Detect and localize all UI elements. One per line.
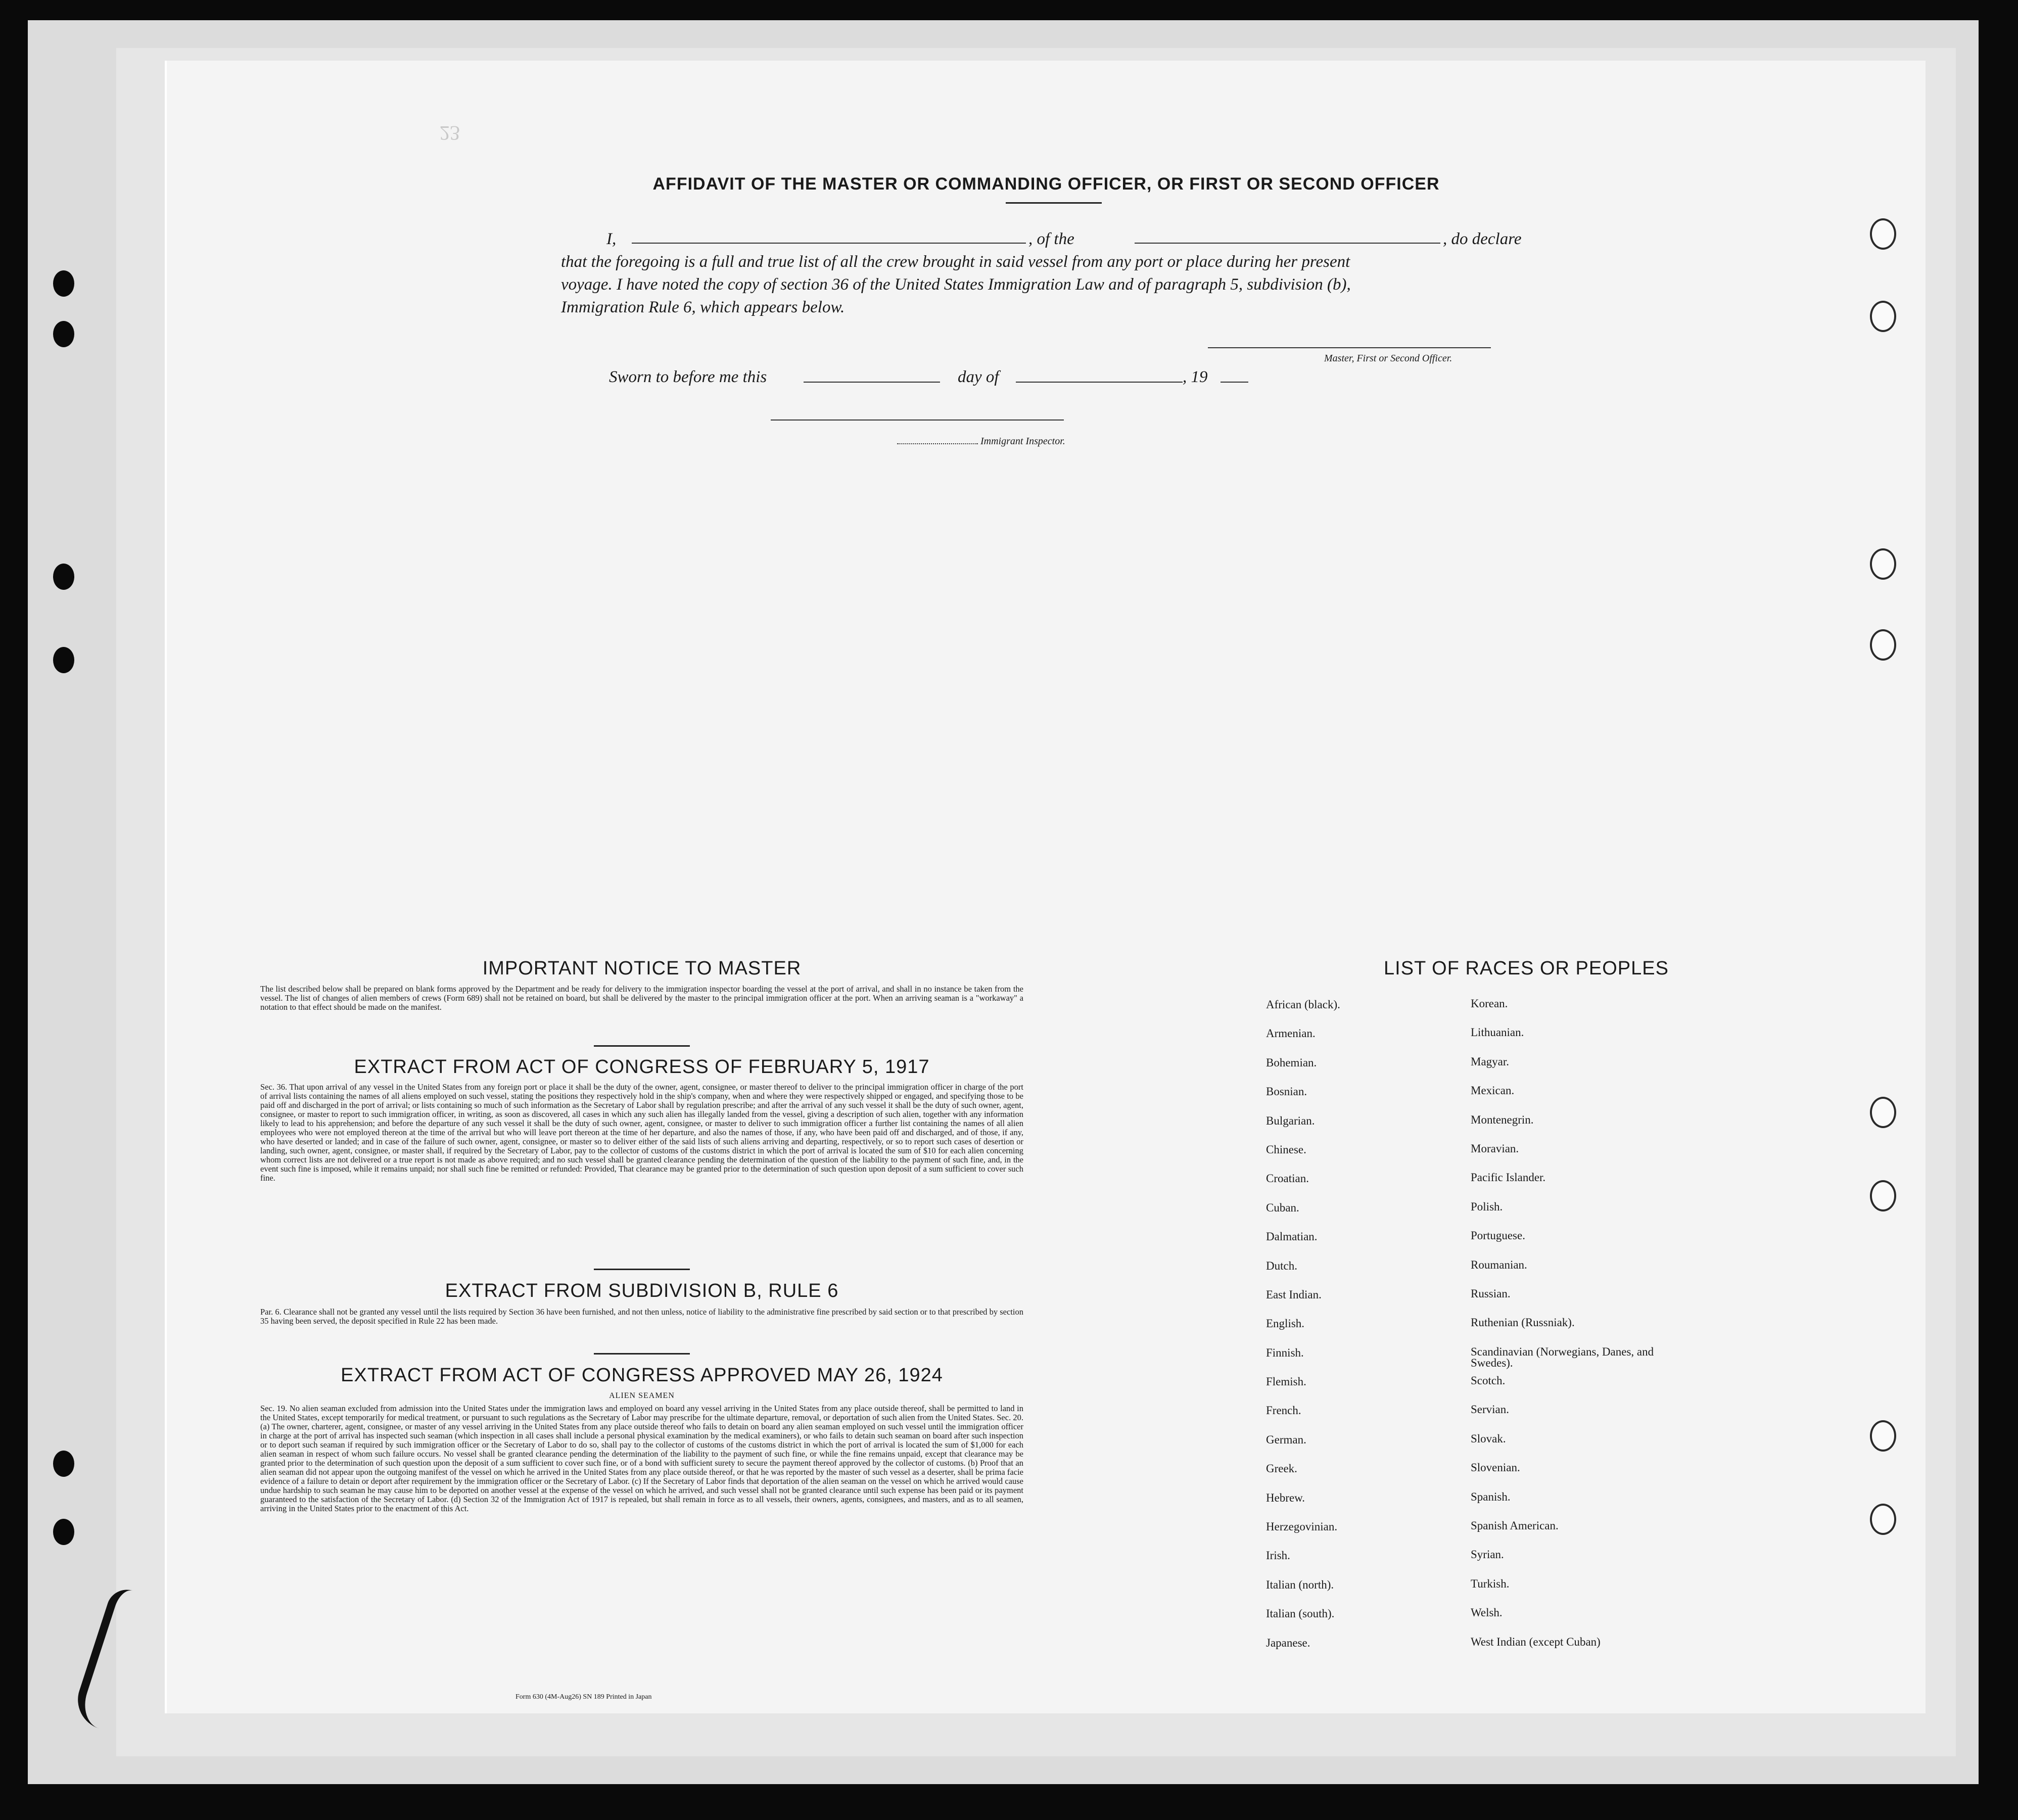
page-number: 23 xyxy=(440,122,460,145)
race-item: Lithuanian. xyxy=(1471,1026,1524,1039)
binder-hole xyxy=(53,647,74,673)
section-divider xyxy=(594,1045,690,1047)
affidavit-do-declare: , do declare xyxy=(1443,230,1522,248)
extract-1924-text: Sec. 19. No alien seaman excluded from admission into the United States under the immigration laws and employed on board any vessel arriving in the United States from any place outside thereof, shall be permitted to land in the United States, except temporarily for medical treatment, or pursuant to such regulations as the Secretary of Labor may prescribe for the ultimate departure, removal, or deportation of such alien from the United States. Sec. 20. (a) The owner, charterer, agent, consignee, or master of any vessel arriving in the United States from any place outside thereof who fails to detain on board any alien seaman employed on such vessel until the immigration officer in charge at the port of arrival has inspected such seaman (which inspection in all cases shall include a personal physical examination by the medical examiners), or who fails to detain such seaman on board after such inspection or to deport such seaman if required by such immigration officer or the Secretary of Labor to do so, shall pay to the collector of customs of the customs district in which the port of arrival is located the sum of $1,000 for each alien seaman in respect of whom such failure occurs. No vessel shall be granted clearance pending the determination of the liability to the payment of such fine, or while the fine remains unpaid, except that clearance may be granted prior to the determination of such question upon the deposit of a sum sufficient to cover such fine, or of a bond with sufficient surety to secure the payment thereof approved by the collector of customs. (b) Proof that an alien seaman did not appear upon the outgoing manifest of the vessel on which he arrived in the United States from any place outside thereof, or that he was reported by the master of such vessel as a deserter, shall be prima facie evidence of a failure to detain or deport after requirement by the immigration officer or the Secretary of Labor. (c) If the Secretary of Labor finds that deportation of the alien seaman on the vessel on which he arrived would cause undue hardship to such seaman he may cause him to be deported on another vessel at the expense of the vessel on which he arrived, and such vessel shall not be granted clearance until such expense has been paid or its payment guaranteed to the satisfaction of the Secretary of Labor. (d) Section 32 of the Immigration Act of 1917 is repealed, but shall remain in force as to all vessels, their owners, agents, consignees, and masters, and as to all seamen, arriving in the United States prior to the enactment of this Act. xyxy=(260,1404,1023,1513)
manifest-page xyxy=(167,61,1926,1713)
race-item: Spanish. xyxy=(1471,1490,1511,1503)
affidavit-line-2: that the foregoing is a full and true list of all the crew brought in said vessel from any port or place during her present xyxy=(561,253,1350,271)
race-item: Korean. xyxy=(1471,997,1508,1010)
master-signature-label: Master, First or Second Officer. xyxy=(1324,353,1452,364)
race-item: West Indian (except Cuban) xyxy=(1471,1635,1601,1648)
race-item: Moravian. xyxy=(1471,1142,1519,1155)
form-number: Form 630 (4M-Aug26) SN 189 Printed in Japan xyxy=(515,1693,652,1701)
binder-hole xyxy=(53,1519,74,1545)
race-item: Dutch. xyxy=(1266,1259,1297,1272)
extract-1924-subheading: ALIEN SEAMEN xyxy=(609,1391,675,1400)
race-item: Bosnian. xyxy=(1266,1085,1307,1098)
race-item: Slovak. xyxy=(1471,1432,1506,1445)
extract-1924-heading: EXTRACT FROM ACT OF CONGRESS APPROVED MAY 26, 1924 xyxy=(341,1365,943,1386)
race-item: French. xyxy=(1266,1404,1301,1417)
binder-hole xyxy=(53,564,74,590)
race-item: Chinese. xyxy=(1266,1143,1306,1156)
race-item: Ruthenian (Russniak). xyxy=(1471,1316,1575,1329)
race-item: Dalmatian. xyxy=(1266,1230,1318,1243)
race-item: Servian. xyxy=(1471,1403,1510,1416)
race-item: African (black). xyxy=(1266,998,1340,1011)
race-item: Flemish. xyxy=(1266,1375,1306,1388)
sworn-day-field[interactable] xyxy=(804,382,940,383)
race-item: Scotch. xyxy=(1471,1374,1506,1387)
affidavit-title: AFFIDAVIT OF THE MASTER OR COMMANDING OFFICER, OR FIRST OR SECOND OFFICER xyxy=(652,174,1440,194)
day-of-text: day of xyxy=(958,368,999,386)
race-item: Syrian. xyxy=(1471,1548,1504,1561)
notice-heading: IMPORTANT NOTICE TO MASTER xyxy=(482,958,802,979)
binder-ring xyxy=(1870,629,1896,661)
race-item: Pacific Islander. xyxy=(1471,1171,1546,1184)
race-item: Magyar. xyxy=(1471,1055,1510,1068)
master-signature-field[interactable] xyxy=(1208,347,1491,348)
race-item: Montenegrin. xyxy=(1471,1113,1534,1126)
extract-1917-text: Sec. 36. That upon arrival of any vessel in the United States from any foreign port or place it shall be the duty of the owner, agent, consignee, or master thereof to deliver to the principal immigration officer in charge of the port of arrival lists containing the names of all aliens employed on such vessel, stating the positions they respectively hold in the ship's company, when and where they were respectively shipped or engaged, and specifying those to be paid off and discharged in the port of arrival; or lists containing so much of such information as the Secretary of Labor shall by regulation prescribe; and after the arrival of any such vessel it shall be the duty of such owner, agent, consignee, or master to report to such immigration officer, in writing, as soon as discovered, all cases in which any such alien has illegally landed from the vessel, giving a description of such alien, together with any information likely to lead to his apprehension; and before the departure of any such vessel it shall be the duty of such owner, agent, consignee, or master to deliver to such immigration officer a further list containing the names of all alien employees who were not employed thereon at the time of the arrival but who will leave port thereon at the time of her departure, and also the names of those, if any, who have been paid off and discharged, and of those, if any, who have deserted or landed; and in case of the failure of such owner, agent, consignee, or master so to deliver either of the said lists of such aliens arriving and departing, respectively, or so to report such cases of desertion or landing, such owner, agent, consignee, or master shall, if required by the Secretary of Labor, pay to the collector of customs of the customs district in which the port of arrival is located the sum of $10 for each alien concerning whom correct lists are not delivered or a true report is not made as above required; and no such vessel shall be granted clearance pending the determination of the question of the liability to the payment of such fine, and, in the event such fine is imposed, while it remains unpaid; nor shall such fine be remitted or refunded: Provided, That clearance may be granted prior to the determination of such question upon deposit of a sum sufficient to cover such fine. xyxy=(260,1082,1023,1183)
sworn-year-field[interactable] xyxy=(1221,382,1248,383)
race-item: Finnish. xyxy=(1266,1346,1304,1359)
race-item: East Indian. xyxy=(1266,1288,1322,1301)
race-item: Polish. xyxy=(1471,1200,1503,1213)
race-item: Welsh. xyxy=(1471,1606,1503,1619)
race-item: German. xyxy=(1266,1433,1306,1446)
binder-ring xyxy=(1870,1180,1896,1211)
binder-hole xyxy=(53,1451,74,1477)
rule-6-text: Par. 6. Clearance shall not be granted any vessel until the lists required by Section 36 have been furnished, and not then unless, notice of liability to the administrative fine prescribed by said section or to that prescribed by section 35 having been served, the deposit specified in Rule 22 has been made. xyxy=(260,1307,1023,1326)
year-text: , 19 xyxy=(1183,368,1208,386)
section-divider xyxy=(594,1353,690,1355)
inspector-signature-label: Immigrant Inspector. xyxy=(980,436,1065,447)
races-column-1 xyxy=(1266,998,1458,1665)
extract-1917-heading: EXTRACT FROM ACT OF CONGRESS OF FEBRUARY 5, 1917 xyxy=(354,1056,930,1078)
binder-ring xyxy=(1870,1420,1896,1452)
race-item: English. xyxy=(1266,1317,1305,1330)
race-item: Japanese. xyxy=(1266,1636,1310,1649)
race-item: Slovenian. xyxy=(1471,1461,1520,1474)
race-item: Italian (north). xyxy=(1266,1578,1334,1591)
race-item: Irish. xyxy=(1266,1549,1290,1562)
binder-ring xyxy=(1870,301,1896,332)
race-item: Croatian. xyxy=(1266,1172,1309,1185)
notice-text: The list described below shall be prepared on blank forms approved by the Department and be ready for delivery to the immigration inspector boarding the vessel at the port of arrival, and shall in no instance be taken from the vessel. The list of changes of alien members of crews (Form 689) shall not be retained on board, but shall be delivered by the master to the principal immigration officer at the port. When an arriving seaman is a "workaway" a notation to that effect should be made on the manifest. xyxy=(260,984,1023,1012)
races-column-2 xyxy=(1471,998,1683,1665)
vessel-name-field[interactable] xyxy=(1135,243,1440,244)
race-item: Cuban. xyxy=(1266,1201,1299,1214)
race-item: Bohemian. xyxy=(1266,1056,1317,1069)
rule-6-heading: EXTRACT FROM SUBDIVISION B, RULE 6 xyxy=(445,1280,839,1301)
binder-ring xyxy=(1870,1097,1896,1128)
inspector-dotted-line xyxy=(897,443,978,444)
race-item: Bulgarian. xyxy=(1266,1114,1315,1127)
race-item: Roumanian. xyxy=(1471,1258,1527,1271)
races-heading: LIST OF RACES OR PEOPLES xyxy=(1384,958,1669,979)
master-name-field[interactable] xyxy=(632,243,1026,244)
race-item: Mexican. xyxy=(1471,1084,1515,1097)
inspector-signature-field[interactable] xyxy=(771,419,1064,421)
race-item: Spanish American. xyxy=(1471,1519,1559,1532)
binder-ring xyxy=(1870,1504,1896,1535)
race-item: Russian. xyxy=(1471,1287,1511,1300)
affidavit-line-3: voyage. I have noted the copy of section 36 of the United States Immigration Law and of paragraph 5, subdivision (b), xyxy=(561,275,1351,294)
binder-hole xyxy=(53,270,74,297)
affidavit-of-the: , of the xyxy=(1028,230,1074,248)
title-divider xyxy=(1006,202,1102,204)
race-item: Italian (south). xyxy=(1266,1607,1335,1620)
sworn-text: Sworn to before me this xyxy=(609,368,767,386)
race-item: Scandinavian (Norwegians, Danes, and Swedes). xyxy=(1471,1345,1654,1369)
affidavit-i: I, xyxy=(606,230,617,248)
affidavit-line-4: Immigration Rule 6, which appears below. xyxy=(561,298,845,316)
sworn-month-field[interactable] xyxy=(1016,382,1183,383)
binder-ring xyxy=(1870,548,1896,580)
section-divider xyxy=(594,1269,690,1270)
binder-ring xyxy=(1870,218,1896,250)
race-item: Armenian. xyxy=(1266,1027,1316,1040)
binder-hole xyxy=(53,321,74,347)
race-item: Hebrew. xyxy=(1266,1491,1305,1504)
race-item: Turkish. xyxy=(1471,1577,1510,1590)
race-item: Greek. xyxy=(1266,1462,1297,1475)
race-item: Herzegovinian. xyxy=(1266,1520,1338,1533)
race-item: Portuguese. xyxy=(1471,1229,1525,1242)
